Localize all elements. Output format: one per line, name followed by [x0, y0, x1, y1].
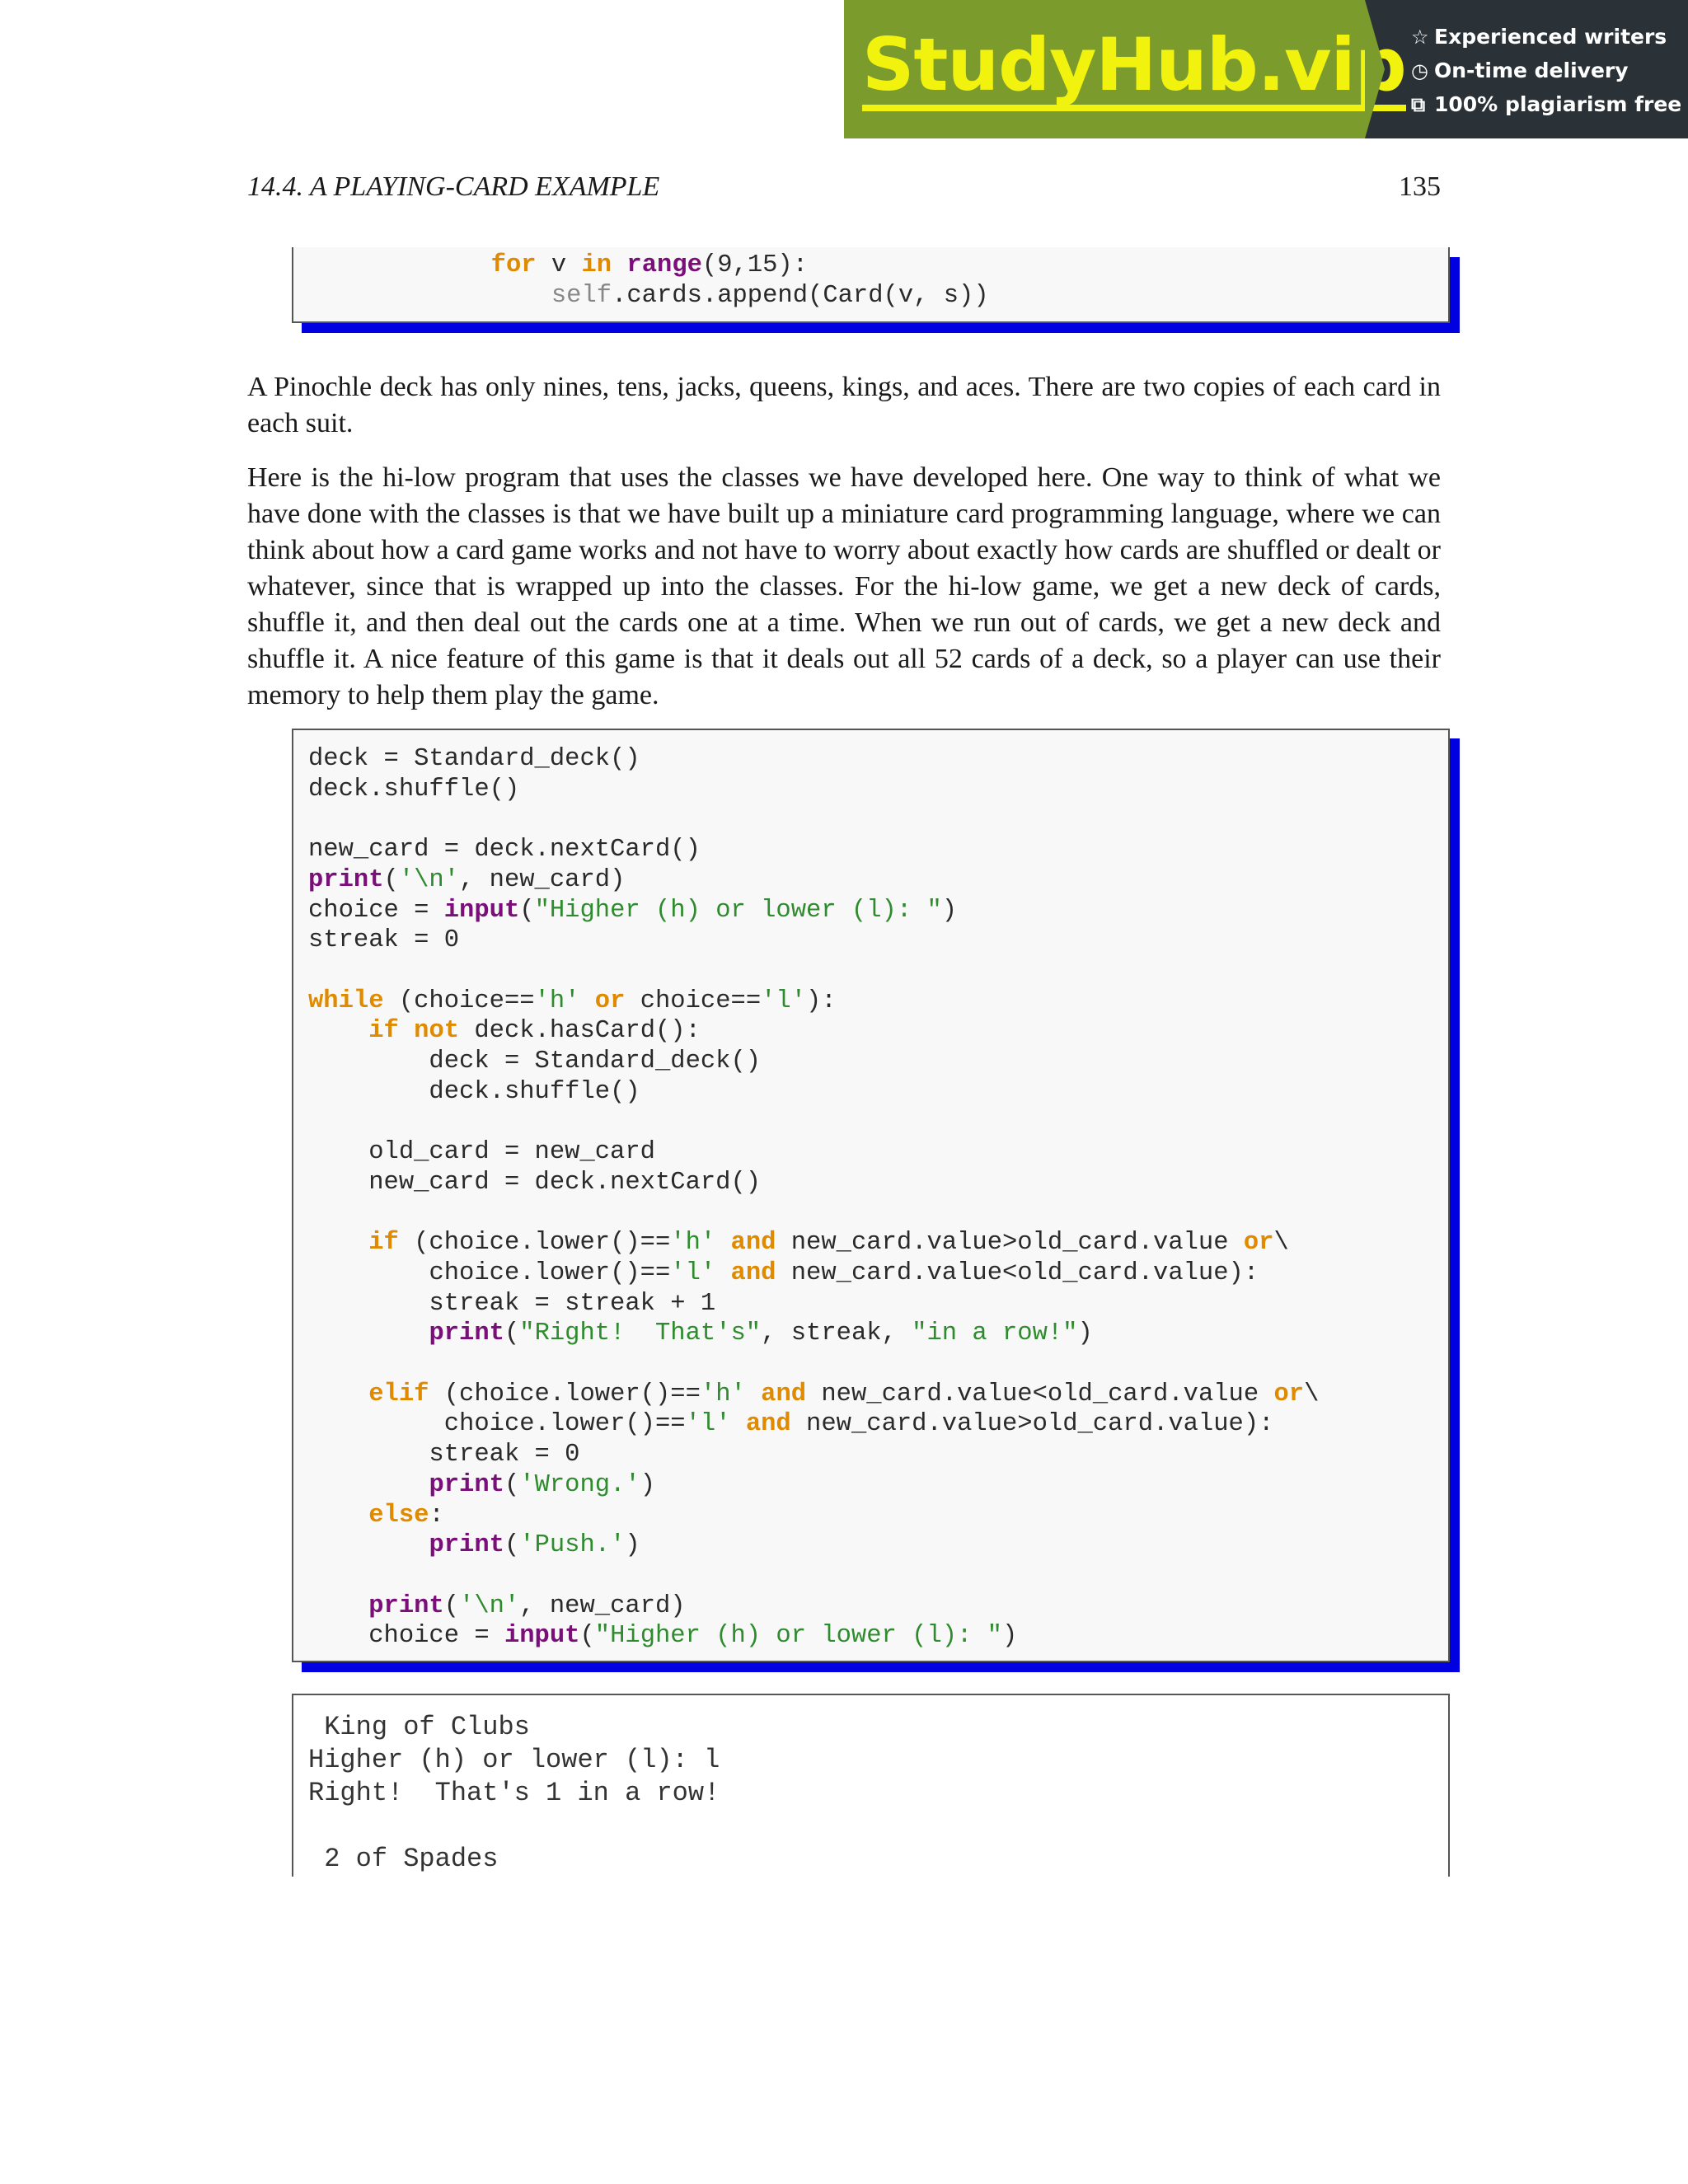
output-block [293, 1695, 1448, 1876]
output-line: 2 of Spades [308, 1844, 499, 1874]
paragraph-hi-low: Here is the hi-low program that uses the classes we have developed here. One way to think of what we have done with the classes is that we have built up a miniature card programming language, where we can think about how a card game works and not have to worry about exactly how cards are shuffled or dealt or whatever, since that is wrapped up into the classes. For the hi-low game, we get a new deck of cards, shuffle it, and then deal out the cards one at a time. When we run out of cards, we get a new deck and shuffle it. A nice feature of this game is that it deals out all 52 cards of a deck, so a player can use their memory to help them play the game. [247, 462, 1441, 710]
feature-label: Experienced writers [1434, 25, 1667, 49]
banner-features [1365, 0, 1688, 138]
code-block: deck = Standard_deck() deck.shuffle() new_card = deck.nextCard() print('\n', new_card) choice = input("Higher (h) or lower (l): ") streak = 0 while (choice=='h' or choice=='l'): if not deck.hasCard(): deck = Standard_deck() deck.shuffle() old_card = new_card new_card = deck.nextCard() if (choice.lower()=='h' and new_card.value>old_card.value or\ choice.lower()=='l' and new_card.value<old_card.value): streak = streak + 1 print("Right! That's", streak, "in a row!") elif (choice.lower()=='h' and new_card.value<old_card.value or\ choice.lower()=='l' and new_card.value>old_card.value): streak = 0 print('Wrong.') else: print('Push.') print('\n', new_card) choice = input("Higher (h) or lower (l): ") [308, 745, 1320, 1651]
feature-label: On-time delivery [1434, 59, 1629, 82]
running-header [247, 171, 1441, 203]
code-line: for v in range(9,15): [490, 251, 809, 279]
brand-name: StudyHub.vip [862, 27, 1406, 111]
code-listing-continued [292, 247, 1450, 323]
output-line: Right! That's 1 in a row! [308, 1778, 720, 1808]
paragraph-pinochle: A Pinochle deck has only nines, tens, jacks, queens, kings, and aces. There are two copies of each card in each suit. [247, 372, 1441, 438]
feature-plagiarism-free [1411, 87, 1688, 121]
brand-logo[interactable] [844, 0, 1406, 138]
code-block [293, 247, 1448, 311]
feature-experienced-writers [1411, 20, 1688, 54]
star-icon: ☆ [1411, 25, 1429, 49]
output-line: King of Clubs [308, 1712, 530, 1742]
output-line: Higher (h) or lower (l): l [308, 1745, 720, 1775]
feature-on-time-delivery [1411, 54, 1688, 87]
copy-icon: ⧉ [1411, 92, 1426, 116]
clock-icon: ◷ [1411, 59, 1428, 82]
page-number: 135 [1399, 171, 1441, 202]
code-listing-hi-low [292, 729, 1450, 1662]
program-output [292, 1694, 1450, 1877]
studyhub-banner[interactable] [844, 0, 1688, 138]
feature-label: 100% plagiarism free [1434, 92, 1682, 116]
code-line: self.cards.append(Card(v, s)) [551, 281, 989, 310]
section-title: 14.4. A PLAYING-CARD EXAMPLE [247, 171, 660, 202]
